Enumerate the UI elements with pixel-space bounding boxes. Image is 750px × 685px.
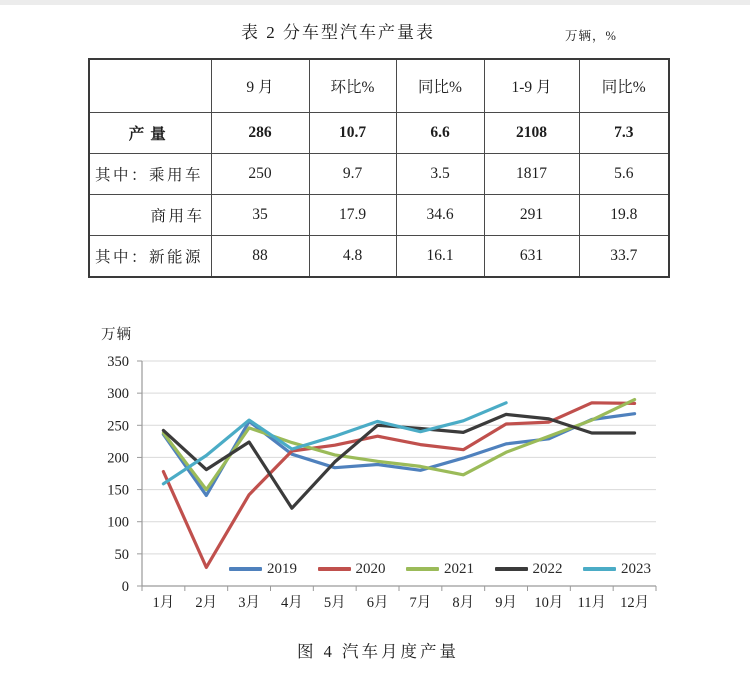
x-tick-label: 11月: [577, 595, 606, 611]
x-tick-label: 10月: [534, 595, 564, 611]
value-cell: 19.8: [579, 195, 669, 236]
value-cell: 88: [211, 236, 309, 278]
value-cell: 34.6: [396, 195, 484, 236]
legend-swatch: [229, 567, 262, 571]
x-tick-label: 8月: [452, 595, 475, 611]
header-cell: 同比%: [579, 59, 669, 113]
value-cell: 7.3: [579, 113, 669, 154]
value-cell: 35: [211, 195, 309, 236]
legend-swatch: [583, 567, 616, 571]
header-cell: 9 月: [211, 59, 309, 113]
x-tick-label: 2月: [195, 595, 218, 611]
x-tick-label: 3月: [238, 595, 260, 611]
y-tick-label: 150: [107, 482, 129, 499]
value-cell: 6.6: [396, 113, 484, 154]
row-label: 商用车: [89, 195, 211, 236]
x-tick-label: 4月: [281, 595, 303, 611]
value-cell: 17.9: [309, 195, 396, 236]
x-tick-label: 5月: [323, 595, 346, 611]
series-line-2022: [163, 414, 634, 508]
value-cell: 631: [484, 236, 579, 278]
header-cell: 1-9 月: [484, 59, 579, 113]
x-tick-label: 1月: [152, 595, 175, 611]
table-row: [89, 154, 669, 195]
value-cell: 3.5: [396, 154, 484, 195]
legend-label: 2021: [444, 560, 474, 577]
legend-swatch: [406, 567, 439, 571]
x-tick-label: 6月: [366, 595, 389, 611]
value-cell: 2108: [484, 113, 579, 154]
legend-label: 2022: [532, 560, 563, 577]
y-tick-label: 250: [107, 418, 129, 435]
chart-legend: [229, 559, 651, 579]
y-tick-label: 50: [114, 546, 129, 563]
legend-label: 2019: [267, 560, 297, 577]
legend-item-2020: [318, 561, 386, 578]
value-cell: 33.7: [579, 236, 669, 278]
table-unit-label: 万辆，%: [565, 29, 617, 43]
header-cell: 同比%: [396, 59, 484, 113]
value-cell: 10.7: [309, 113, 396, 154]
value-cell: 250: [211, 154, 309, 195]
chart-y-axis-unit: 万辆: [101, 327, 132, 343]
legend-label: 2023: [621, 560, 651, 577]
y-tick-label: 100: [107, 514, 129, 531]
y-tick-label: 0: [121, 579, 129, 595]
value-cell: 5.6: [579, 154, 669, 195]
x-tick-label: 9月: [495, 595, 517, 611]
legend-item-2021: [406, 561, 474, 578]
y-tick-label: 200: [107, 450, 129, 467]
window-top-edge: [0, 0, 750, 5]
legend-item-2022: [495, 561, 563, 578]
table-row: [89, 236, 669, 278]
row-label: 其中：乘用车: [89, 154, 211, 195]
y-tick-label: 300: [107, 386, 129, 403]
header-cell: 环比%: [309, 59, 396, 113]
value-cell: 9.7: [309, 154, 396, 195]
figure-caption: 图 4 汽车月度产量: [297, 642, 459, 661]
legend-label: 2020: [355, 560, 386, 577]
header-cell-blank: [89, 59, 211, 113]
table-row: [89, 113, 669, 154]
value-cell: 4.8: [309, 236, 396, 278]
x-tick-label: 7月: [409, 595, 432, 611]
legend-item-2023: [583, 561, 651, 578]
legend-swatch: [495, 567, 528, 571]
value-cell: 16.1: [396, 236, 484, 278]
row-label: 产量: [89, 113, 211, 154]
value-cell: 291: [484, 195, 579, 236]
x-tick-label: 12月: [620, 595, 650, 611]
legend-item-2019: [229, 561, 297, 578]
vehicle-production-table: [88, 58, 670, 278]
value-cell: 286: [211, 113, 309, 154]
value-cell: 1817: [484, 154, 579, 195]
row-label: 其中：新能源: [89, 236, 211, 278]
legend-swatch: [318, 567, 351, 571]
table-row: [89, 195, 669, 236]
table-header-row: [89, 59, 669, 113]
table-title: 表 2 分车型汽车产量表: [241, 23, 435, 42]
y-tick-label: 350: [107, 354, 129, 370]
